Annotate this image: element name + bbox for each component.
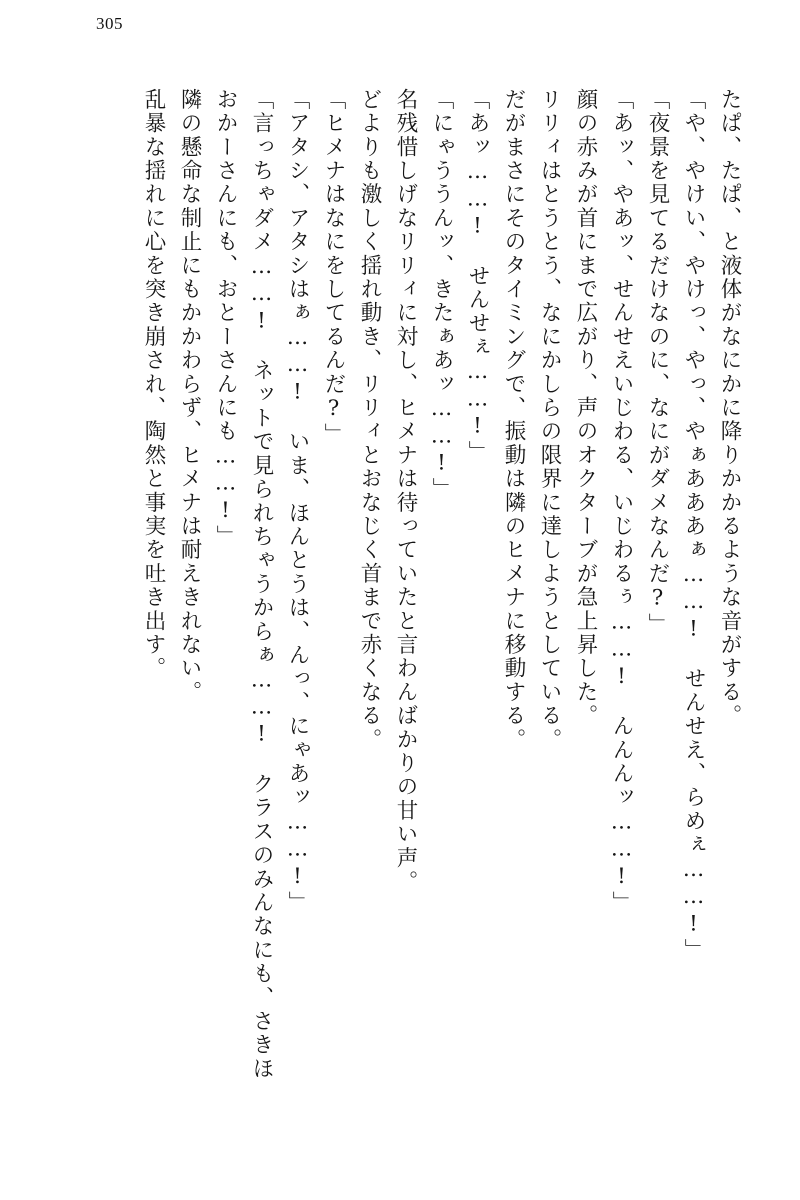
- text-line: 「夜景を見てるだけなのに、なにがダメなんだ?」: [645, 88, 670, 637]
- text-line: 「や、やけい、やけっ、やっ、やぁあああぁ……! せんせえ、らめぇ……!」: [681, 88, 706, 963]
- text-line: 「言っちゃダメ……! ネットで見られちゃうからぁ……! クラスのみんなにも、さきほ: [249, 88, 274, 1081]
- text-line: 乱暴な揺れに心を突き崩され、陶然と事実を吐き出す。: [141, 88, 166, 681]
- text-line: 隣の懸命な制止にもかかわらず、ヒメナは耐えきれない。: [177, 88, 202, 705]
- text-line: リリィはとうとう、なにかしらの限界に達しようとしている。: [537, 88, 562, 752]
- text-line: 顔の赤みが首にまで広がり、声のオクターブが急上昇した。: [573, 88, 598, 728]
- text-line: 「あッ、やあッ、せんせえいじわる、いじわるぅ……! んんんッ……!」: [609, 88, 634, 915]
- text-line: どよりも激しく揺れ動き、リリィとおなじく首まで赤くなる。: [357, 88, 382, 752]
- text-line: だがまさにそのタイミングで、振動は隣のヒメナに移動する。: [501, 88, 526, 752]
- text-line: 「あッ……! せんせぇ……!」: [465, 88, 490, 465]
- text-line: 「ヒメナはなにをしてるんだ?」: [321, 88, 346, 447]
- text-line: おかーさんにも、おとーさんにも……!」: [213, 88, 238, 549]
- text-line: 「アタシ、アタシはぁ……! いま、ほんとうは、んっ、にゃあッ……!」: [285, 88, 310, 915]
- text-line: 「にゃううんッ、きたぁあッ……!」: [429, 88, 454, 502]
- page-number: 305: [96, 14, 123, 33]
- text-line: 名残惜しげなリリィに対し、ヒメナは待っていたと言わんばかりの甘い声。: [393, 88, 418, 894]
- text-line: たぱ、たぱ、と液体がなにかに降りかかるような音がする。: [717, 88, 742, 728]
- vertical-text-body: [52, 88, 740, 1108]
